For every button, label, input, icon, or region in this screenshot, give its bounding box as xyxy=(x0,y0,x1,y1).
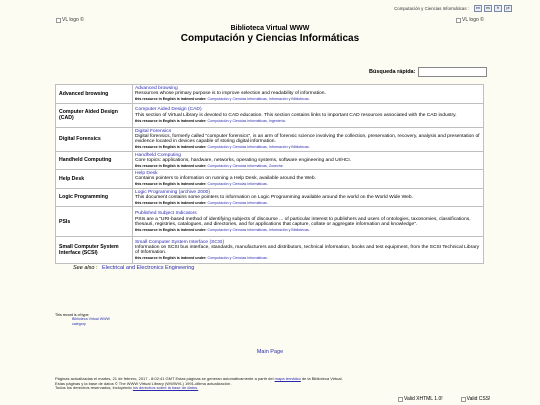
broken-image-icon xyxy=(398,397,403,402)
index-note-link[interactable]: Computación y Ciencias Informáticas, Información y Bibliotecas. xyxy=(207,145,310,150)
resource-table xyxy=(55,84,484,264)
resource-cell xyxy=(133,170,484,189)
resource-name: Digital Forensics xyxy=(56,127,133,151)
resource-description: Resources whose primary purpose is to improve selection and readability of information. xyxy=(135,91,326,97)
resource-link[interactable]: Computer Aided Design (CAD) xyxy=(135,107,202,113)
resource-name: PSIs xyxy=(56,207,133,237)
footer-line-2: Estas páginas y la base de datos © The WWW Virtual Library (WWWVL) 1991-última actualización . xyxy=(55,380,233,386)
footer-rights-link[interactable]: los derechos sobre la base de datos. xyxy=(132,385,199,391)
broken-image-icon xyxy=(461,397,466,402)
valid-xhtml-badge[interactable] xyxy=(398,396,443,402)
record-type-category-link[interactable]: category xyxy=(72,321,86,326)
footer xyxy=(55,377,495,391)
resource-description: Core topics: applications, hardware, networks, operating systems, software engineering and UI/HCI. xyxy=(135,157,352,163)
see-also-label: See also : xyxy=(73,265,98,271)
record-type-link[interactable]: Biblioteca Virtual WWW xyxy=(72,317,110,322)
language-bar xyxy=(394,5,512,12)
resource-index-note xyxy=(135,145,481,149)
table-row xyxy=(56,127,484,151)
language-bar-label: Computación y Ciencias Informáticas : xyxy=(394,6,469,11)
vl-logo-alt-text: VL logo © xyxy=(462,17,484,23)
table-row xyxy=(56,103,484,127)
resource-description: Information on SCSI bus interface, standards, manufacturers and distributors, technical information, books and test equipment, from the SCSI Technical Library of Information. xyxy=(135,245,480,256)
resource-index-note xyxy=(135,97,481,101)
quick-search xyxy=(369,67,487,77)
index-note-link[interactable]: Computación y Ciencias Informáticas. xyxy=(207,256,268,261)
resource-link[interactable]: Published Subject Indicators xyxy=(135,211,197,217)
footer-text: Todos los derechos reservados, incluyendo xyxy=(55,385,133,391)
flag-es-icon[interactable]: es xyxy=(484,5,492,12)
site-title: Biblioteca Virtual WWW xyxy=(230,25,310,32)
flag-en-icon[interactable]: en xyxy=(476,6,480,10)
table-row xyxy=(56,85,484,104)
main-page-link[interactable]: Main Page xyxy=(256,349,284,355)
resource-name: Advanced browsing xyxy=(56,85,133,104)
vl-logo-alt-text: VL logo © xyxy=(62,17,84,23)
resource-cell xyxy=(133,85,484,104)
resource-description: Contains pointers to information on running a Help Desk, available around the Web. xyxy=(135,176,316,182)
resource-cell xyxy=(133,207,484,237)
index-note-label: this resource in English is indexed under: xyxy=(135,256,207,261)
broken-image-icon xyxy=(56,18,61,23)
resource-index-note xyxy=(135,119,481,123)
quick-search-input[interactable] xyxy=(418,67,487,77)
resource-link[interactable]: Help Desk xyxy=(135,171,158,177)
table-row xyxy=(56,188,484,207)
resource-name: Small Computer System Interface (SCSI) xyxy=(56,237,133,264)
flag-fr-icon[interactable]: fr xyxy=(494,5,502,12)
vl-logo-left[interactable] xyxy=(56,17,84,23)
valid-xhtml-text: Valid XHTML 1.0! xyxy=(404,396,443,402)
resource-description: This section of Virtual Library is devoted to CAD education. This section contains links to important CAD resources associated with the CAD industry. xyxy=(135,112,457,118)
footer-text: de la Biblioteca Virtual. xyxy=(300,376,343,381)
resource-cell xyxy=(133,103,484,127)
flag-pt-icon[interactable]: pt xyxy=(504,5,512,12)
resource-name: Handheld Computing xyxy=(56,151,133,170)
resource-index-note xyxy=(135,228,481,232)
index-note-link[interactable]: Computación y Ciencias Informáticas, Información y Bibliotecas. xyxy=(207,227,310,232)
resource-index-note xyxy=(135,164,481,168)
index-note-label: this resource in English is indexed under: xyxy=(135,163,207,168)
index-note-label: this resource in English is indexed under: xyxy=(135,145,207,150)
resource-name: Logic Programming xyxy=(56,188,133,207)
resource-link[interactable]: Advanced browsing xyxy=(135,86,178,91)
resource-description: PSIs are a "URI-based method of identifying subjects of discourse ... of particular interest to publishers and users of ontologies, taxonomies, classifications, thesauri, registries, catalogues, and directories, and for applications that capture, collate or aggregate information and knowledge". xyxy=(135,216,471,227)
resource-link[interactable]: Small Computer System Interface (SCSI) xyxy=(135,239,225,245)
table-row xyxy=(56,170,484,189)
resource-name: Computer Aided Design (CAD) xyxy=(56,103,133,127)
quick-search-label: Búsqueda rápida: xyxy=(369,69,416,75)
table-row xyxy=(56,151,484,170)
index-note-link[interactable]: Computación y Ciencias Informáticas. xyxy=(207,182,268,187)
vl-logo-right[interactable] xyxy=(456,17,484,23)
record-type xyxy=(55,313,110,326)
footer-text: Páginas actualizadas el martes, 21 de febrero, 2017 - 8:02:41 GMT Estas páginas se generan automáticamente a partir del xyxy=(55,376,275,381)
see-also xyxy=(73,265,194,271)
valid-css-text: Valid CSS! xyxy=(466,396,491,402)
main-page xyxy=(0,349,540,355)
resource-index-note xyxy=(135,256,481,260)
resource-cell xyxy=(133,237,484,264)
index-note-label: this resource in English is indexed under: xyxy=(135,200,207,205)
resource-cell xyxy=(133,151,484,170)
footer-line-3 xyxy=(55,386,495,391)
resource-cell xyxy=(133,188,484,207)
index-note-label: this resource in English is indexed under: xyxy=(135,182,207,187)
resource-link[interactable]: Digital Forensics xyxy=(135,128,172,134)
table-row xyxy=(56,237,484,264)
index-note-label: this resource in English is indexed under: xyxy=(135,227,207,232)
see-also-link[interactable]: Electrical and Electronics Engineering xyxy=(102,265,195,271)
index-note-label: this resource in English is indexed under: xyxy=(135,97,207,102)
validator-badges xyxy=(398,396,490,402)
page-header xyxy=(0,25,540,44)
resource-description: Digital forensics, formerly called "computer forensics", is an arm of forensic science involving the collection, preservation, recovery, analysis and presentation of evidence located in devices capable of storing digital information. xyxy=(135,133,480,145)
resource-index-note xyxy=(135,201,481,205)
resource-link[interactable]: Logic Programming (archive 2000) xyxy=(135,189,211,195)
page-title: Computación y Ciencias Informáticas xyxy=(180,33,360,44)
index-note-link[interactable]: Computación y Ciencias Informáticas, Zoneche. xyxy=(207,163,284,168)
resource-index-note xyxy=(135,182,481,186)
index-note-link[interactable]: Computación y Ciencias Informáticas. xyxy=(207,200,268,205)
valid-css-badge[interactable] xyxy=(461,396,491,402)
resource-description: This document contains some pointers to information on Logic Programming available around the world on the World Wide Web. xyxy=(135,194,413,200)
index-note-link[interactable]: Computación y Ciencias Informáticas, Información y Bibliotecas. xyxy=(207,97,310,102)
resource-link[interactable]: Handheld Computing xyxy=(135,152,181,158)
index-note-link[interactable]: Computación y Ciencias Informáticas, Ingeniería. xyxy=(207,118,286,123)
broken-image-icon xyxy=(456,18,461,23)
resource-name: Help Desk xyxy=(56,170,133,189)
resource-cell xyxy=(133,127,484,151)
index-note-label: this resource in English is indexed under: xyxy=(135,118,207,123)
table-row xyxy=(56,207,484,237)
footer-map-link[interactable]: mapa temático xyxy=(274,376,301,381)
record-type-label: This record is of type: xyxy=(55,313,90,317)
